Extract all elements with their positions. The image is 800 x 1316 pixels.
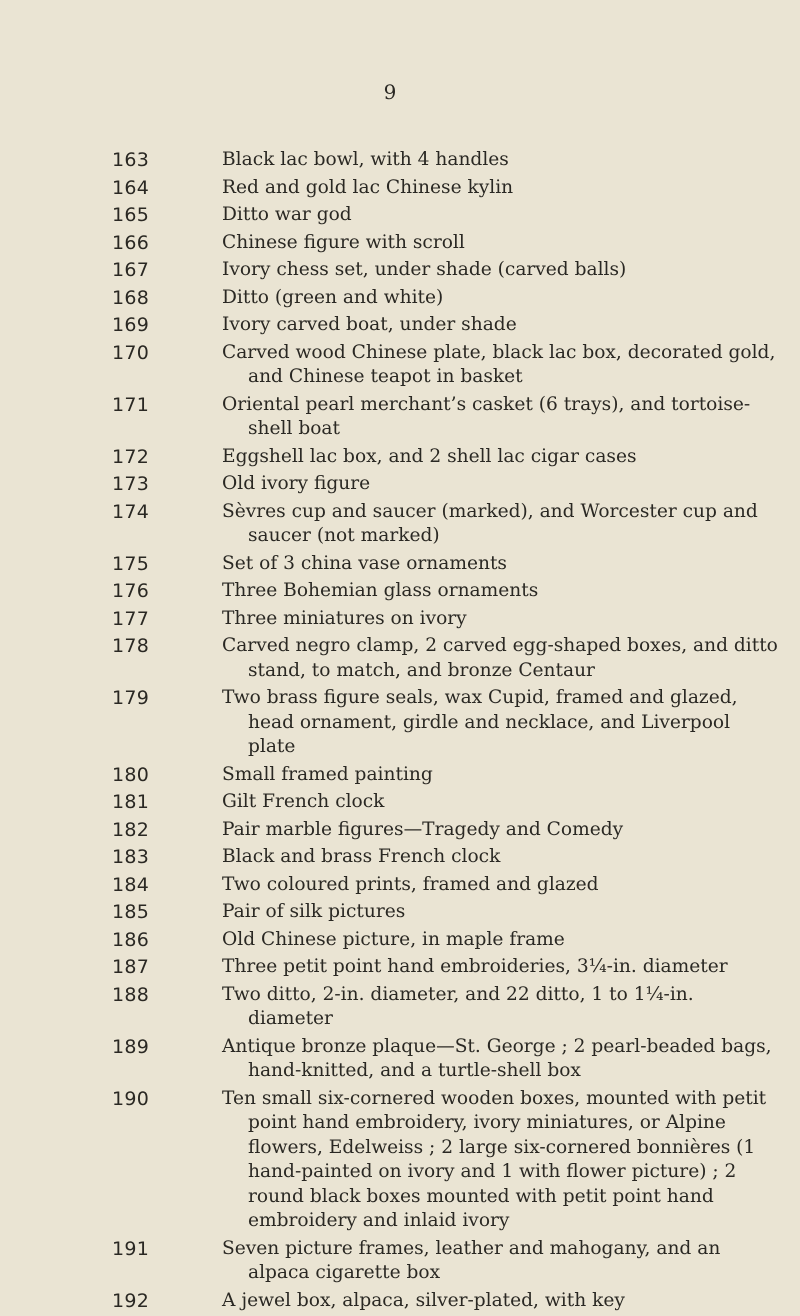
lot-description: Two brass figure seals, wax Cupid, framed and glazed, head ornament, girdle and necklace, and Liverpool plate: [222, 687, 738, 757]
lot-description: Carved wood Chinese plate, black lac box, decorated gold, and Chinese teapot in basket: [222, 341, 776, 387]
lot-entry: [0, 1237, 800, 1286]
lot-entry: [0, 1289, 800, 1314]
lot-entry: [0, 763, 800, 788]
lot-entry: [0, 176, 800, 201]
lot-entry: [0, 928, 800, 953]
lot-description: A jewel box, alpaca, silver-plated, with key: [222, 1289, 625, 1311]
lot-entry: [0, 790, 800, 815]
lot-entry: [0, 341, 800, 390]
lot-description: Black and brass French clock: [222, 846, 501, 867]
lot-description: Chinese figure with scroll: [222, 231, 465, 253]
lot-entry: [0, 445, 800, 470]
lot-description: Pair of silk pictures: [222, 901, 406, 922]
page-number: 9: [383, 80, 397, 104]
lot-list: [0, 148, 800, 1316]
lot-entry: [0, 148, 800, 173]
lot-description: Ditto war god: [222, 204, 352, 225]
lot-description: Three petit point hand embroideries, 3¼-in. diameter: [222, 956, 728, 977]
lot-entry: [0, 231, 800, 256]
lot-entry: [0, 873, 800, 898]
lot-number: 166: [112, 231, 150, 254]
lot-number: 186: [112, 928, 150, 951]
lot-entry: [0, 472, 800, 497]
lot-description: Eggshell lac box, and 2 shell lac cigar cases: [222, 445, 637, 467]
lot-number: 176: [112, 580, 150, 602]
lot-description: Pair marble figures—Tragedy and Comedy: [222, 818, 624, 840]
lot-entry: [0, 607, 800, 632]
lot-entry: [0, 900, 800, 925]
lot-number: 173: [112, 473, 150, 495]
lot-entry: [0, 203, 800, 228]
lot-description: Ditto (green and white): [222, 286, 444, 308]
lot-entry: [0, 552, 800, 577]
lot-description: Ivory carved boat, under shade: [222, 314, 517, 335]
lot-number: 184: [112, 873, 150, 896]
lot-entry: [0, 313, 800, 338]
lot-entry: [0, 500, 800, 549]
lot-number: 164: [112, 176, 150, 199]
lot-description: Three miniatures on ivory: [222, 607, 467, 629]
lot-number: 171: [112, 393, 150, 416]
lot-number: 183: [112, 846, 150, 868]
lot-number: 168: [112, 286, 150, 309]
lot-description: Set of 3 china vase ornaments: [222, 552, 507, 574]
lot-description: Three Bohemian glass ornaments: [222, 580, 539, 601]
lot-description: Two ditto, 2-in. diameter, and 22 ditto, 1 to 1¼-in. diameter: [222, 983, 694, 1029]
lot-number: 180: [112, 763, 150, 786]
lot-entry: [0, 983, 800, 1032]
lot-description: Sèvres cup and saucer (marked), and Worcester cup and saucer (not marked): [222, 500, 758, 546]
lot-number: 181: [112, 791, 150, 813]
lot-entry: [0, 1087, 800, 1234]
lot-description: Two coloured prints, framed and glazed: [222, 873, 599, 895]
lot-number: 192: [112, 1289, 150, 1312]
lot-entry: [0, 1035, 800, 1084]
lot-description: Antique bronze plaque—St. George ; 2 pearl-beaded bags, hand-knitted, and a turtle-shell box: [222, 1035, 772, 1081]
lot-description: Gilt French clock: [222, 791, 385, 812]
lot-number: 167: [112, 259, 150, 281]
lot-number: 187: [112, 956, 150, 978]
lot-entry: [0, 393, 800, 442]
lot-entry: [0, 686, 800, 760]
lot-entry: [0, 634, 800, 683]
lot-number: 172: [112, 445, 150, 468]
lot-description: Ten small six-cornered wooden boxes, mounted with petit point hand embroidery, ivory miniatures, or Alpine flowers, Edelweiss ; 2 large six-cornered bonnières (1 hand-painted on ivory and 1 with flower picture) ; 2 round black boxes mounted with petit point hand embroidery and inlaid ivory: [222, 1087, 767, 1231]
lot-description: Old Chinese picture, in maple frame: [222, 928, 565, 950]
lot-number: 169: [112, 314, 150, 336]
lot-number: 182: [112, 818, 150, 841]
lot-description: Oriental pearl merchant’s casket (6 trays), and tortoise-shell boat: [222, 393, 751, 439]
lot-description: Small framed painting: [222, 763, 433, 785]
lot-entry: [0, 818, 800, 843]
lot-entry: [0, 258, 800, 283]
lot-number: 189: [112, 1035, 150, 1058]
lot-number: 178: [112, 635, 150, 657]
lot-number: 188: [112, 983, 150, 1006]
lot-entry: [0, 286, 800, 311]
lot-number: 190: [112, 1087, 150, 1110]
lot-description: Seven picture frames, leather and mahogany, and an alpaca cigarette box: [222, 1237, 721, 1283]
lot-entry: [0, 845, 800, 870]
lot-number: 191: [112, 1237, 150, 1260]
lot-number: 165: [112, 204, 150, 226]
lot-number: 179: [112, 687, 150, 709]
lot-description: Ivory chess set, under shade (carved balls): [222, 259, 627, 280]
lot-entry: [0, 579, 800, 604]
lot-entry: [0, 955, 800, 980]
lot-description: Black lac bowl, with 4 handles: [222, 149, 509, 170]
lot-number: 175: [112, 552, 150, 575]
lot-number: 185: [112, 901, 150, 923]
lot-description: Old ivory figure: [222, 473, 371, 494]
lot-number: 170: [112, 341, 150, 364]
lot-number: 163: [112, 149, 150, 171]
lot-description: Carved negro clamp, 2 carved egg-shaped boxes, and ditto stand, to match, and bronze Centaur: [222, 635, 778, 681]
lot-number: 174: [112, 500, 150, 523]
lot-number: 177: [112, 607, 150, 630]
lot-description: Red and gold lac Chinese kylin: [222, 176, 514, 198]
